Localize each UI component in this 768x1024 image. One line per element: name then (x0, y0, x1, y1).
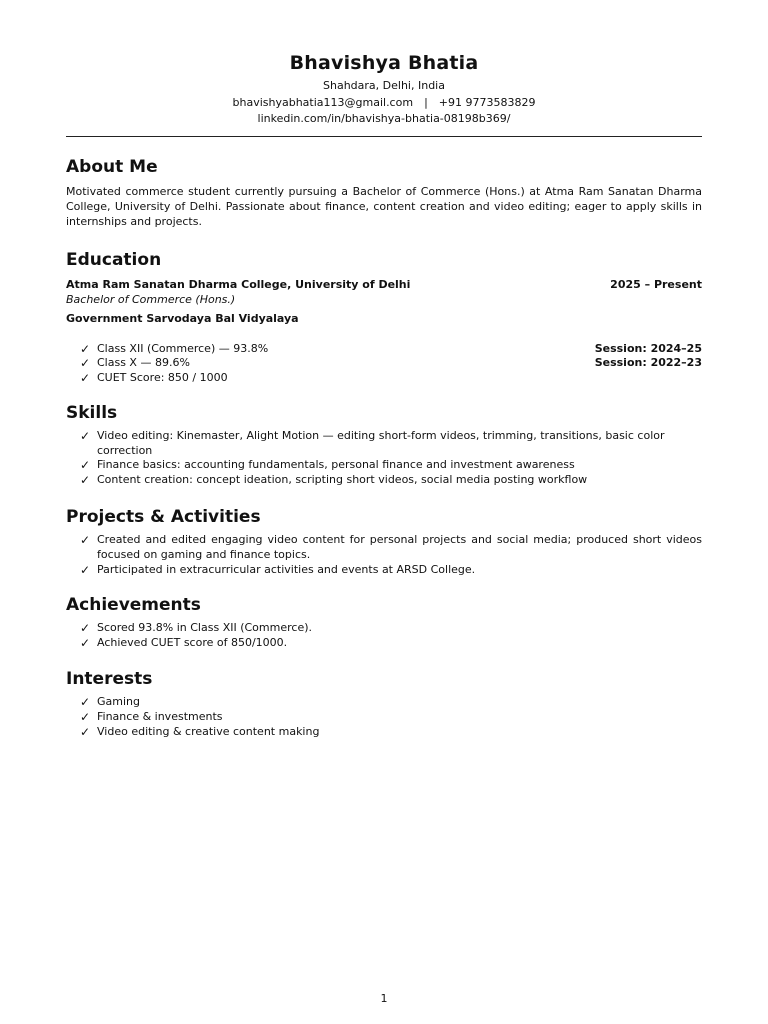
interest-text: Gaming (97, 695, 140, 709)
achievements-section (66, 594, 702, 651)
college-name: Atma Ram Sanatan Dharma College, University of Delhi (66, 277, 411, 291)
projects-title: Projects & Activities (66, 507, 261, 528)
interest-text: Video editing & creative content making (97, 724, 320, 738)
education-title: Education (66, 249, 162, 270)
email-link[interactable]: bhavishyabhatia113@gmail.com (232, 95, 414, 109)
check-icon: ✓ (80, 636, 91, 651)
projects-list (66, 533, 702, 577)
achievement-text: Scored 93.8% in Class XII (Commerce). (97, 621, 312, 635)
location: Shahdara, Delhi, India (323, 79, 445, 92)
session-label: Session: 2024–25 (594, 341, 702, 355)
result-text: CUET Score: 850 / 1000 (97, 371, 228, 385)
skill-text: Finance basics: accounting fundamentals, personal finance and investment awareness (97, 458, 575, 472)
education-section (66, 249, 702, 386)
check-icon: ✓ (80, 533, 91, 548)
check-icon: ✓ (80, 562, 91, 577)
college-dates: 2025 – Present (610, 277, 702, 291)
check-icon: ✓ (80, 695, 91, 710)
check-icon: ✓ (80, 458, 91, 473)
check-icon: ✓ (80, 709, 91, 724)
result-text: Class XII (Commerce) — 93.8% (97, 341, 269, 355)
school-name: Government Sarvodaya Bal Vidyalaya (66, 311, 299, 325)
check-icon: ✓ (80, 371, 91, 386)
achievement-text: Achieved CUET score of 850/1000. (97, 636, 288, 650)
skills-list (66, 429, 702, 488)
resume-header (66, 50, 702, 137)
list-item (80, 710, 702, 725)
list-item (80, 356, 702, 371)
about-text: Motivated commerce student currently pursuing a Bachelor of Commerce (Hons.) at Atma Ram Sanatan Dharma College, University of Delhi. Passionate about finance, content creation and video editing; eager to apply skills in internships and projects. (66, 184, 702, 228)
college-row (66, 277, 702, 292)
list-item (80, 533, 702, 563)
interests-list (66, 695, 702, 739)
list-item (80, 621, 702, 636)
list-item (80, 458, 702, 473)
candidate-name: Bhavishya Bhatia (289, 52, 479, 74)
check-icon: ✓ (80, 341, 91, 356)
check-icon: ✓ (80, 356, 91, 371)
list-item (80, 636, 702, 651)
check-icon: ✓ (80, 724, 91, 739)
school-row (66, 311, 702, 326)
list-item (80, 371, 702, 386)
interests-section (66, 668, 702, 739)
linkedin-link[interactable]: linkedin.com/in/bhavishya-bhatia-08198b369/ (257, 112, 511, 125)
school-results-list (66, 342, 702, 386)
session-label: Session: 2022–23 (594, 356, 702, 370)
result-text: Class X — 89.6% (97, 356, 190, 370)
list-item (80, 429, 702, 459)
achievements-title: Achievements (66, 595, 201, 616)
achievements-list (66, 621, 702, 651)
skill-text: Content creation: concept ideation, scripting short videos, social media posting workflow (97, 473, 588, 487)
skills-section (66, 402, 702, 488)
about-section (66, 156, 702, 229)
about-title: About Me (66, 156, 158, 177)
skill-text: Video editing: Kinemaster, Alight Motion — editing short-form videos, trimming, transitions, basic color correction (97, 428, 665, 457)
contact-separator: | (424, 95, 428, 109)
header-divider (66, 136, 702, 137)
projects-section (66, 506, 702, 577)
contact-line (66, 95, 702, 112)
list-item (80, 473, 702, 488)
list-item (80, 342, 702, 357)
interest-text: Finance & investments (97, 709, 223, 723)
resume-page (66, 50, 702, 739)
check-icon: ✓ (80, 428, 91, 443)
skills-title: Skills (66, 402, 118, 423)
degree-row (66, 292, 702, 307)
project-text: Created and edited engaging video content for personal projects and social media; produced short videos focused on gaming and finance topics. (97, 533, 702, 561)
project-text: Participated in extracurricular activities and events at ARSD College. (97, 562, 476, 576)
list-item (80, 725, 702, 740)
check-icon: ✓ (80, 621, 91, 636)
interests-title: Interests (66, 669, 153, 690)
check-icon: ✓ (80, 473, 91, 488)
phone-number: +91 9773583829 (438, 95, 536, 109)
page-number: 1 (380, 992, 388, 1005)
degree-name: Bachelor of Commerce (Hons.) (66, 292, 236, 306)
list-item (80, 695, 702, 710)
list-item (80, 563, 702, 578)
